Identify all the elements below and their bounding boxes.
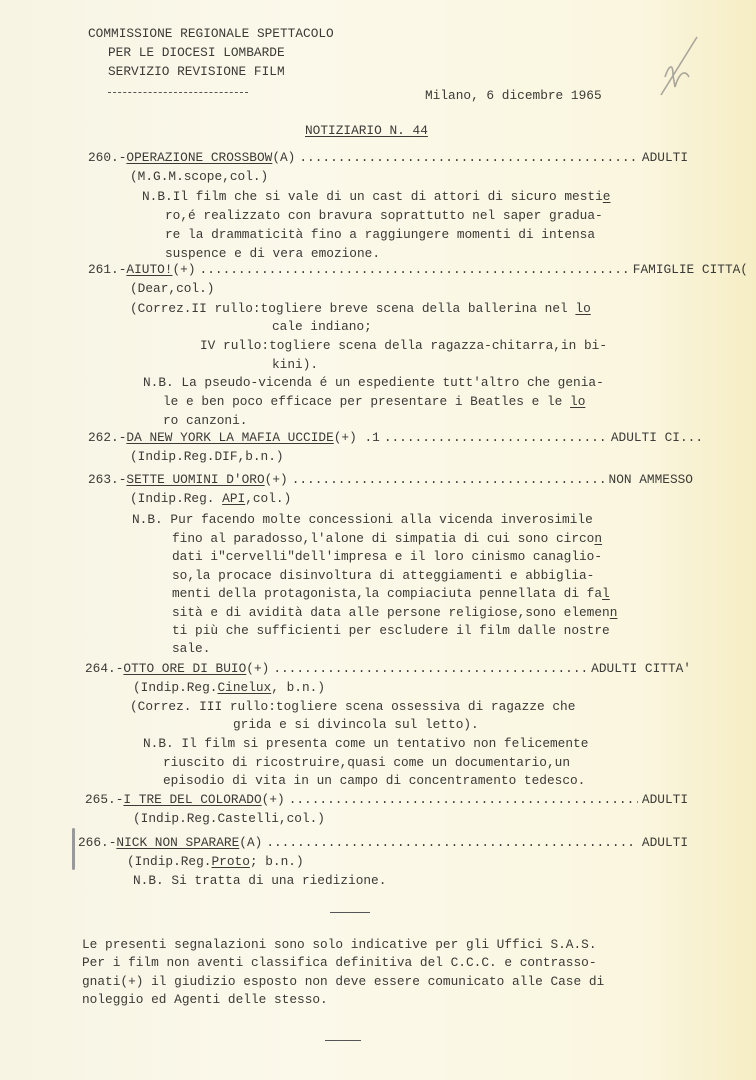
- line-segment: episodio di vita in un campo di concentramento tedesco.: [163, 773, 586, 788]
- note-line: [132, 512, 593, 528]
- dot-leader: [292, 472, 605, 488]
- note-line: [165, 246, 380, 262]
- note-line: [163, 773, 585, 789]
- entry-number: 263.-: [88, 472, 127, 487]
- line-segment: IV rullo:togliere scena della ragazza-chitarra,in bi-: [200, 338, 608, 353]
- classification: FAMIGLIE CITTA(: [632, 262, 748, 277]
- distributor-line: [130, 169, 268, 185]
- film-tag: (+): [261, 792, 285, 807]
- line-segment: suspence e di vera emozione.: [165, 246, 381, 261]
- line-segment: (Indip.Reg.: [127, 854, 212, 869]
- film-entry-265: [85, 792, 688, 808]
- line-segment: l: [602, 586, 610, 601]
- line-segment: re la drammaticità fino a raggiungere momenti di intensa: [165, 227, 596, 242]
- note-line: [163, 755, 570, 771]
- line-segment: fino al paradosso,l'alone di simpatia di cui sono circo: [172, 531, 595, 546]
- line-segment: ti più che sufficienti per escludere il film dalle nostre: [172, 623, 610, 638]
- film-entry-264: [85, 661, 691, 677]
- film-entry-263: [88, 472, 693, 488]
- correction-line: [200, 338, 607, 354]
- line-segment: N.B. La pseudo-vicenda é un espediente tutt'altro che genia-: [143, 375, 604, 390]
- line-segment: so,la procace disinvoltura di atteggiamenti e abbiglia-: [172, 568, 595, 583]
- line-segment: lo: [570, 394, 586, 409]
- header-divider: [108, 92, 248, 93]
- film-entry-260: [88, 150, 688, 166]
- classification: ADULTI: [641, 835, 688, 850]
- dot-leader: [289, 792, 638, 808]
- distributor-line: [133, 680, 325, 696]
- film-entry-261: [88, 262, 748, 278]
- dot-leader: [266, 835, 638, 851]
- classification: ADULTI: [641, 792, 688, 807]
- film-entry-266: [78, 835, 688, 851]
- note-line: [172, 549, 602, 565]
- line-segment: (Correz. III rullo:togliere scena ossessiva di ragazze che: [130, 699, 576, 714]
- entry-number: 262.-: [88, 430, 127, 445]
- line-segment: cale indiano;: [272, 319, 372, 334]
- footer-line: Le presenti segnalazioni sono solo indicative per gli Uffici S.A.S.: [82, 937, 597, 952]
- note-line: [143, 736, 588, 752]
- distributor-line: [133, 811, 325, 827]
- line-segment: menti della protagonista,la compiaciuta pennellata di fa: [172, 586, 603, 601]
- line-segment: (Correz.II rullo:togliere breve scena della ballerina nel: [130, 301, 576, 316]
- line-segment: le e ben poco efficace per presentare i Beatles e le: [163, 394, 571, 409]
- footer-line: gnati(+) il giudizio esposto non deve essere comunicato alle Case di: [82, 974, 605, 989]
- entry-number: 264.-: [85, 661, 124, 676]
- line-segment: N.B. Il film si presenta come un tentativo non felicemente: [143, 736, 589, 751]
- classification: ADULTI CITTA': [591, 661, 691, 676]
- bulletin-number: 44: [412, 123, 428, 138]
- film-tag: (+) .1: [333, 430, 380, 445]
- footer-line: Per i film non aventi classifica definitiva del C.C.C. e contrasso-: [82, 955, 597, 970]
- film-title: DA NEW YORK LA MAFIA UCCIDE: [126, 430, 334, 445]
- note-line: [133, 873, 386, 889]
- correction-line: [130, 301, 591, 317]
- film-title: OTTO ORE DI BUIO: [123, 661, 247, 676]
- entry-number: 260.-: [88, 150, 127, 165]
- entry-number: 261.-: [88, 262, 127, 277]
- org-name-line-2: PER LE DIOCESI LOMBARDE: [108, 45, 285, 60]
- org-name-line-1: COMMISSIONE REGIONALE SPETTACOLO: [88, 26, 334, 41]
- bulletin-title: [305, 123, 428, 139]
- correction-line: [272, 319, 372, 335]
- dot-leader: [200, 262, 629, 278]
- line-segment: , b.n.): [271, 680, 326, 695]
- dot-leader: [384, 430, 607, 446]
- line-segment: (Indip.Reg.: [133, 680, 218, 695]
- film-title: OPERAZIONE CROSSBOW: [126, 150, 273, 165]
- line-segment: kini).: [272, 357, 319, 372]
- line-segment: N.B.Il film che si vale di un cast di attori di sicuro mesti: [142, 189, 603, 204]
- line-segment: grida e si divincola sul letto).: [233, 717, 479, 732]
- dot-leader: [299, 150, 638, 166]
- film-entry-262: [88, 430, 703, 446]
- line-segment: ,col.): [245, 491, 292, 506]
- film-title: I TRE DEL COLORADO: [123, 792, 262, 807]
- note-line: [172, 605, 617, 621]
- place-date: Milano, 6 dicembre 1965: [425, 88, 602, 103]
- line-segment: N.B. Pur facendo molte concessioni alla vicenda inverosimile: [132, 512, 593, 527]
- line-segment: API: [222, 491, 246, 506]
- entry-number: 265.-: [85, 792, 124, 807]
- classification: ADULTI CI...: [610, 430, 703, 445]
- film-title: NICK NON SPARARE: [116, 835, 240, 850]
- note-line: [142, 189, 610, 205]
- film-tag: (+): [246, 661, 270, 676]
- line-segment: dati i"cervelli"dell'impresa e il loro cinismo canaglio-: [172, 549, 603, 564]
- line-segment: riuscito di ricostruire,quasi come un documentario,un: [163, 755, 571, 770]
- bulletin-title-prefix: NOTIZIARIO N.: [305, 123, 413, 138]
- org-name-line-3: SERVIZIO REVISIONE FILM: [108, 64, 285, 79]
- line-segment: lo: [575, 301, 591, 316]
- film-tag: (+): [172, 262, 196, 277]
- film-title: SETTE UOMINI D'ORO: [126, 472, 265, 487]
- note-line: [143, 375, 604, 391]
- distributor-line: [127, 854, 304, 870]
- line-segment: (Indip.Reg.Castelli,col.): [133, 811, 325, 826]
- distributor-line: [130, 449, 284, 465]
- line-segment: n: [609, 605, 618, 620]
- line-segment: Proto: [211, 854, 250, 869]
- classification: NON AMMESSO: [608, 472, 693, 487]
- end-divider: [325, 1040, 361, 1041]
- line-segment: (M.G.M.scope,col.): [130, 169, 269, 184]
- note-line: [163, 394, 585, 410]
- line-segment: Cinelux: [217, 680, 272, 695]
- line-segment: ro canzoni.: [163, 413, 248, 428]
- correction-line: [272, 357, 318, 373]
- note-line: [172, 531, 602, 547]
- line-segment: n: [594, 531, 603, 546]
- note-line: [172, 641, 210, 657]
- film-title: AIUTO!: [126, 262, 173, 277]
- distributor-line: [130, 491, 291, 507]
- line-segment: ; b.n.): [249, 854, 304, 869]
- film-tag: (A): [239, 835, 263, 850]
- note-line: [172, 586, 610, 602]
- note-line: [165, 208, 603, 224]
- distributor-line: [130, 281, 214, 297]
- section-divider: [330, 912, 370, 913]
- note-line: [172, 623, 610, 639]
- line-segment: sità e di avidità data alle persone religiose,sono elemen: [172, 605, 610, 620]
- line-segment: N.B. Si tratta di una riedizione.: [133, 873, 387, 888]
- line-segment: ro,é realizzato con bravura soprattutto nel saper gradua-: [165, 208, 603, 223]
- line-segment: (Dear,col.): [130, 281, 215, 296]
- line-segment: (Indip.Reg.: [130, 491, 223, 506]
- film-tag: (+): [264, 472, 288, 487]
- line-segment: (Indip.Reg.DIF,b.n.): [130, 449, 284, 464]
- entry-number: 266.-: [78, 835, 117, 850]
- footer-line: noleggio ed Agenti delle stesso.: [82, 992, 328, 1007]
- margin-mark: [72, 828, 75, 870]
- note-line: [163, 413, 247, 429]
- note-line: [172, 568, 594, 584]
- line-segment: sale.: [172, 641, 211, 656]
- note-line: [165, 227, 595, 243]
- handwritten-initials: [645, 35, 705, 97]
- correction-line: [233, 717, 479, 733]
- film-tag: (A): [272, 150, 296, 165]
- line-segment: e: [602, 189, 611, 204]
- correction-line: [130, 699, 575, 715]
- dot-leader: [273, 661, 587, 677]
- classification: ADULTI: [641, 150, 688, 165]
